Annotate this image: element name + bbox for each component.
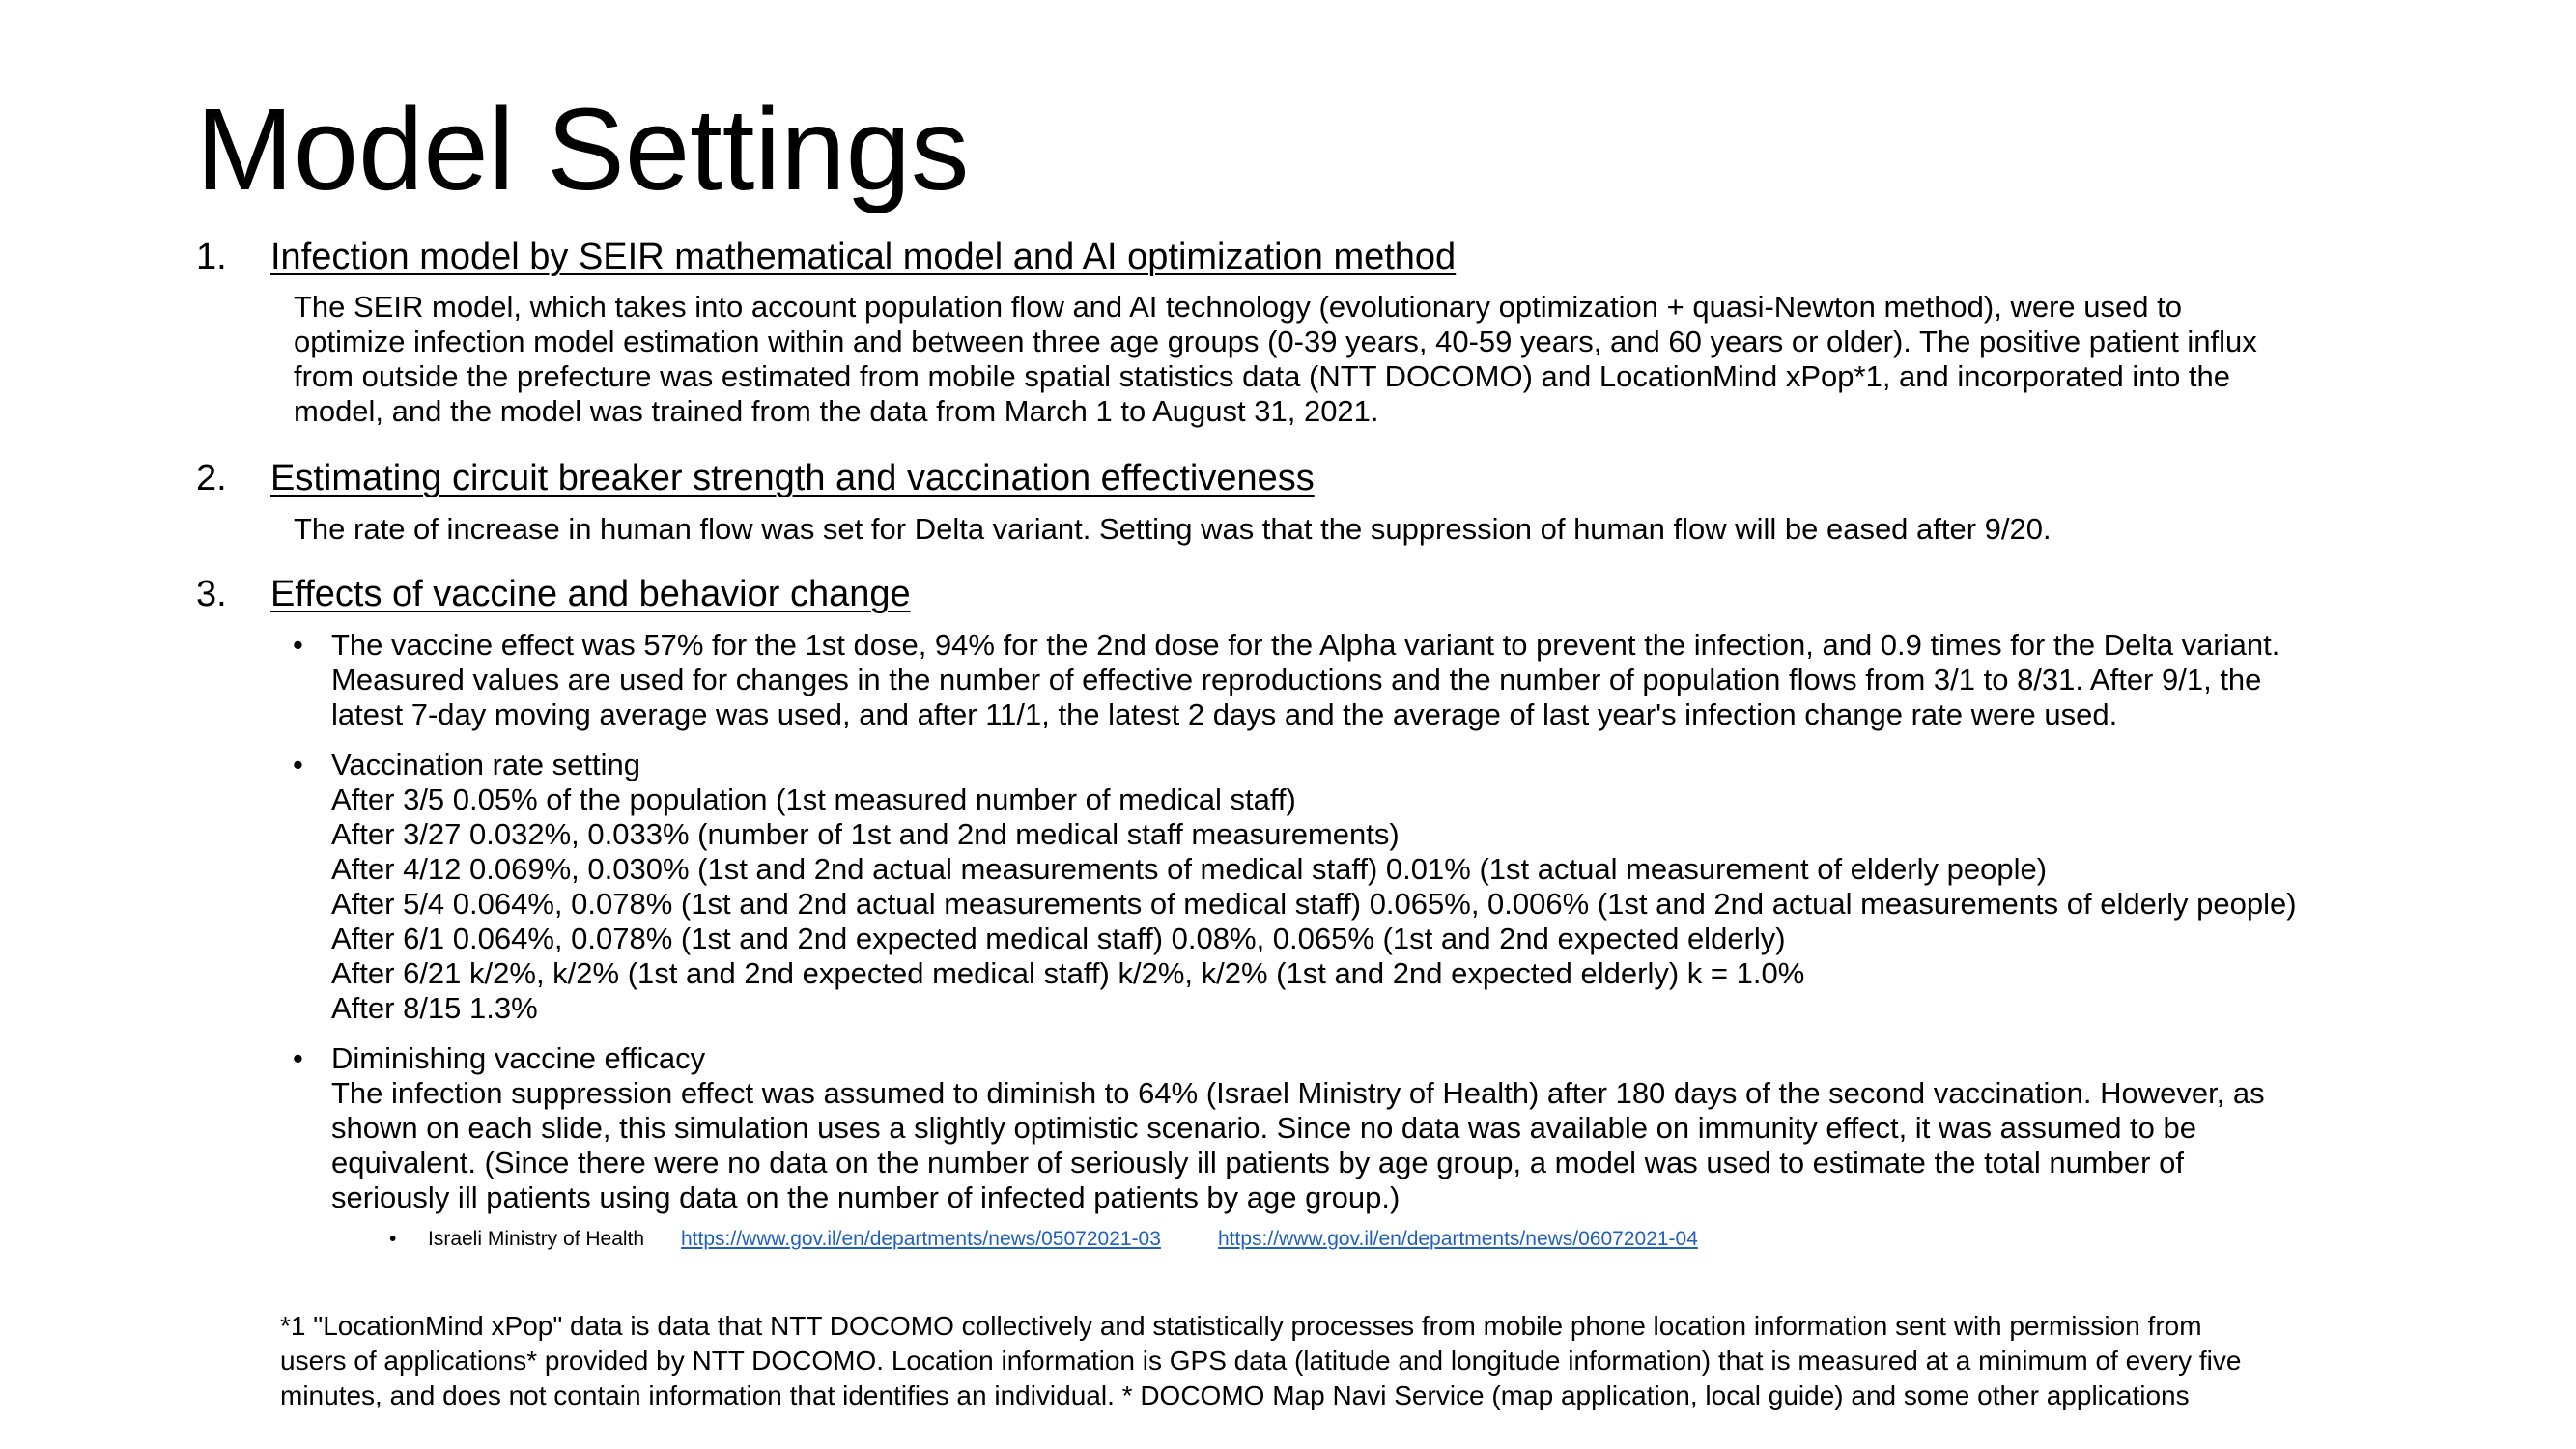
footnote: *1 "LocationMind xPop" data is data that NTT DOCOMO collectively and statistically processes from mobile phone location information sent with permission from users of applications* provided by NTT DOCOMO. Location information is GPS data (latitude and longitude information) that is measured at a minimum of every five minutes, and does not contain information that identifies an individual. * DOCOMO Map Navi Service (map application, local guide) and some other applications bbox=[280, 1311, 2242, 1410]
reference-link-2[interactable]: https://www.gov.il/en/departments/news/06072021-04 bbox=[1218, 1228, 1698, 1250]
section-title: Estimating circuit breaker strength and vaccination effectiveness bbox=[270, 458, 1315, 498]
bullet-dot: • bbox=[389, 1228, 397, 1250]
section-title: Infection model by SEIR mathematical model and AI optimization method bbox=[270, 237, 1457, 277]
bullet-text: Vaccination rate setting After 3/5 0.05% of the population (1st measured number of medical staff) After 3/27 0.032%, 0.033% (number of 1st and 2nd medical staff measurements) After 4/12 0.069%, 0.030% (1st and 2nd actual measurements of medical staff) 0.01% (1st actual measurement of elderly people) After 5/4 0.064%, 0.078% (1st and 2nd actual measurements of medical staff) 0.065%, 0.006% (1st and 2nd actual measurements of elderly people) After 6/1 0.064%, 0.078% (1st and 2nd expected medical staff) 0.08%, 0.065% (1st and 2nd expected elderly) After 6/21 k/2%, k/2% (1st and 2nd expected medical staff) k/2%, k/2% (1st and 2nd expected elderly) k = 1.0% After 8/15 1.3% bbox=[331, 748, 2297, 1025]
bullet-text: Diminishing vaccine efficacy The infection suppression effect was assumed to diminish to 64% (Israel Ministry of Health) after 180 days of the second vaccination. However, as shown on each slide, this simulation uses a slightly optimistic scenario. Since no data was available on immunity effect, it was assumed to be equivalent. (Since there were no data on the number of seriously ill patients by age group, a model was used to estimate the total number of seriously ill patients using data on the number of infected patients by age group.) bbox=[331, 1041, 2265, 1214]
bullet-dot: • bbox=[293, 748, 303, 781]
section-number: 1. bbox=[196, 237, 227, 277]
section-number: 2. bbox=[196, 458, 227, 498]
bullet-dot: • bbox=[293, 628, 303, 662]
reference-link-1[interactable]: https://www.gov.il/en/departments/news/05072021-03 bbox=[681, 1228, 1161, 1250]
section-2-body: The rate of increase in human flow was set for Delta variant. Setting was that the suppression of human flow will be eased after 9/20. bbox=[294, 512, 2052, 546]
section-number: 3. bbox=[196, 574, 227, 614]
section-title: Effects of vaccine and behavior change bbox=[270, 574, 911, 614]
section-1-body: The SEIR model, which takes into account population flow and AI technology (evolutionary optimization + quasi-Newton method), were used to optimize infection model estimation within and between three age groups (0-39 years, 40-59 years, and 60 years or older). The positive patient influx from outside the prefecture was estimated from mobile spatial statistics data (NTT DOCOMO) and LocationMind xPop*1, and incorporated into the model, and the model was trained from the data from March 1 to August 31, 2021. bbox=[294, 290, 2257, 428]
slide-title: Model Settings bbox=[196, 83, 970, 214]
bullet-text: The vaccine effect was 57% for the 1st dose, 94% for the 2nd dose for the Alpha variant to prevent the infection, and 0.9 times for the Delta variant. Measured values are used for changes in the number of effective reproductions and the number of population flows from 3/1 to 8/31. After 9/1, the latest 7-day moving average was used, and after 11/1, the latest 2 days and the average of last year's infection change rate were used. bbox=[331, 628, 2280, 731]
bullet-dot: • bbox=[293, 1041, 303, 1075]
reference-label: Israeli Ministry of Health bbox=[428, 1228, 645, 1250]
